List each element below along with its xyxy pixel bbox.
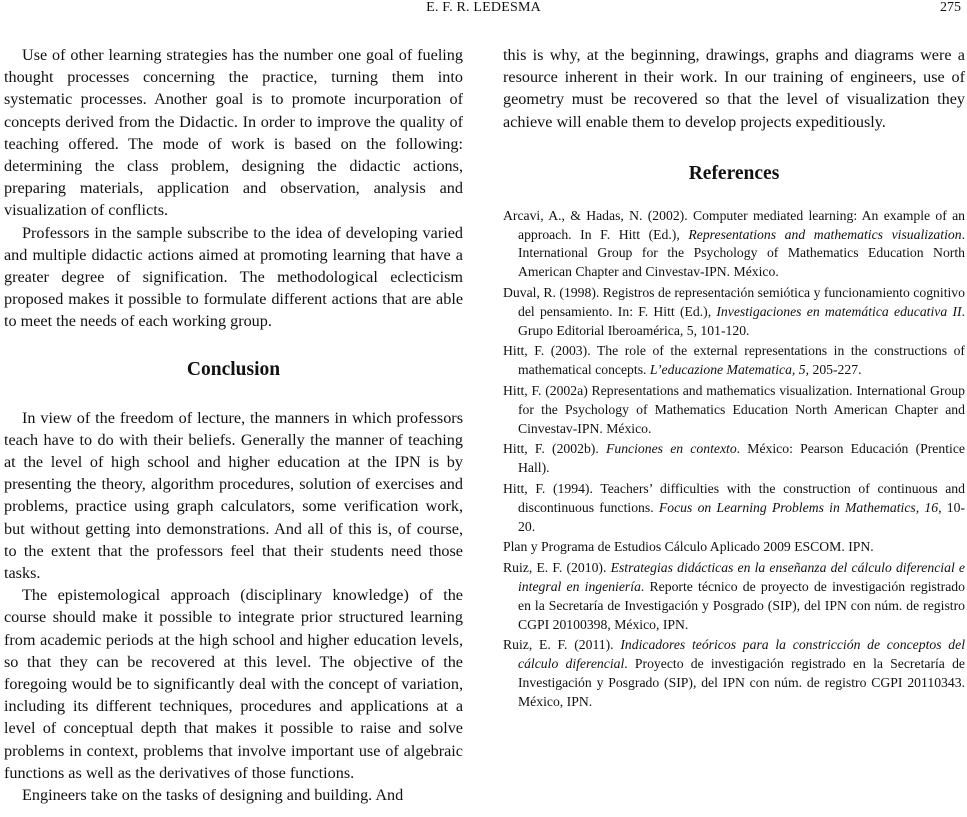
reference-text: Hitt, F. (2003). The role of the external representations in the constructions of mathematical concepts. [503,343,965,378]
left-column [4,44,463,806]
running-head [0,0,967,20]
reference-title: Estrategias didácticas en la enseñanza del cálculo diferencial e integral en ingeniería [518,560,965,594]
right-column [503,44,965,714]
reference-item [503,636,965,711]
conclusion-heading: Conclusion [186,358,281,380]
reference-text: . Proyecto de investigación registrado en la Secretaría de Investigación y Posgrado (SIP), del IPN con núm. de registro CGPI 20110343. México, IPN. [518,656,965,709]
reference-text: Ruiz, E. F. (2010). [503,560,611,576]
reference-text: Hitt, F. (2002b). [503,441,606,457]
reference-text: . Reporte técnico de proyecto de investigación registrado en la Secretaría de Investigación y Posgrado (SIP), del IPN con núm. de registro CGPI 20100398, México, IPN. [518,578,965,632]
reference-text: Arcavi, A., & Hadas, N. (2002). Computer mediated learning: An example of an approach. In F. Hitt (Ed.), [503,207,965,242]
running-head-author: E. F. R. LEDESMA [426,0,541,15]
reference-text: . Grupo Editorial Iberoamérica, 5, 101-120. [518,303,965,338]
body-paragraph: In view of the freedom of lecture, the manners in which professors teach have to do with their beliefs. Generally the manner of teaching at the level of high school and higher education at the IPN is by presenting the theory, algorithm procedures, solution of exercises and problems, practice using graph calculators, some verification work, but without getting into demonstrations. And all of this is, of course, to the extent that the professors feel that their students need those tasks. [4,408,463,583]
reference-item [503,207,965,282]
reference-item [503,538,965,557]
reference-title: Representations and mathematics visualization [688,226,962,242]
reference-text: 205-227. [809,362,862,378]
reference-title: Focus on Learning Problems in Mathematics, 16, [658,499,942,515]
reference-title: Investigaciones en matemática educativa II [716,303,962,319]
reference-text: . International Group for the Psychology of Mathematics Education North American Chapter and Cinvestav-IPN. México. [518,226,965,280]
reference-text: 10-20. [518,499,966,534]
reference-text: . México: Pearson Educación (Prentice Hall). [518,441,965,476]
body-paragraph: The epistemological approach (disciplinary knowledge) of the course should make it possible to integrate prior structured learning from academic periods at the high school and higher education levels, so that they can be recovered at this level. The objective of the foregoing would be to significantly deal with the concept of variation, including its different techniques, procedures and applications at a level of conceptual depth that makes it possible to raise and solve problems in context, problems that involve important use of algebraic functions as well as the derivatives of those functions. [4,586,463,782]
reference-list [503,207,965,712]
reference-title: L’educazione Matematica, 5, [649,362,810,378]
reference-text: Duval, R. (1998). Registros de representación semiótica y funcionamiento cognitivo del pensamiento. In: F. Hitt (Ed.), [503,285,965,319]
reference-text: Plan y Programa de Estudios Cálculo Aplicado 2009 ESCOM. IPN. [503,539,874,555]
reference-text: Hitt, F. (1994). Teachers’ difficulties with the construction of continuous and discontinuous functions. [503,480,965,515]
reference-text: Ruiz, E. F. (2011). [503,637,621,653]
page-number: 275 [940,0,961,15]
reference-item [503,559,965,634]
reference-item [503,440,965,478]
body-paragraph-continuation: this is why, at the beginning, drawings, graphs and diagrams were a resource inherent in their work. In our training of engineers, use of geometry must be recovered so that the level of visualization they achieve will enable them to develop projects expeditiously. [503,46,965,131]
reference-title: Indicadores teóricos para la constricción de conceptos del cálculo diferencial [518,637,965,672]
body-paragraph: Professors in the sample subscribe to the idea of developing varied and multiple didactic actions aimed at promoting learning that have a greater degree of signification. The methodological eclecticism proposed makes it possible to formulate different actions that are able to meet the needs of each working group. [4,223,463,331]
reference-item [503,342,965,380]
reference-item [503,382,965,438]
reference-item [503,284,965,340]
references-heading: References [688,162,780,184]
reference-text: Hitt, F. (2002a) Representations and mathematics visualization. International Group for the Psychology of Mathematics Education North American Chapter and Cinvestav-IPN. México. [503,382,965,436]
body-paragraph: Use of other learning strategies has the number one goal of fueling thought processes concerning the practice, turning them into systematic processes. Another goal is to promote incurporation of concepts derived from the Didactic. In order to improve the quality of teaching offered. The mode of work is based on the following: determining the class problem, designing the didactic actions, preparing materials, application and observation, analysis and visualization of conflicts. [4,46,463,220]
reference-item [503,480,965,536]
body-paragraph: Engineers take on the tasks of designing and building. And [22,786,404,805]
reference-title: Funciones en contexto [605,441,737,457]
